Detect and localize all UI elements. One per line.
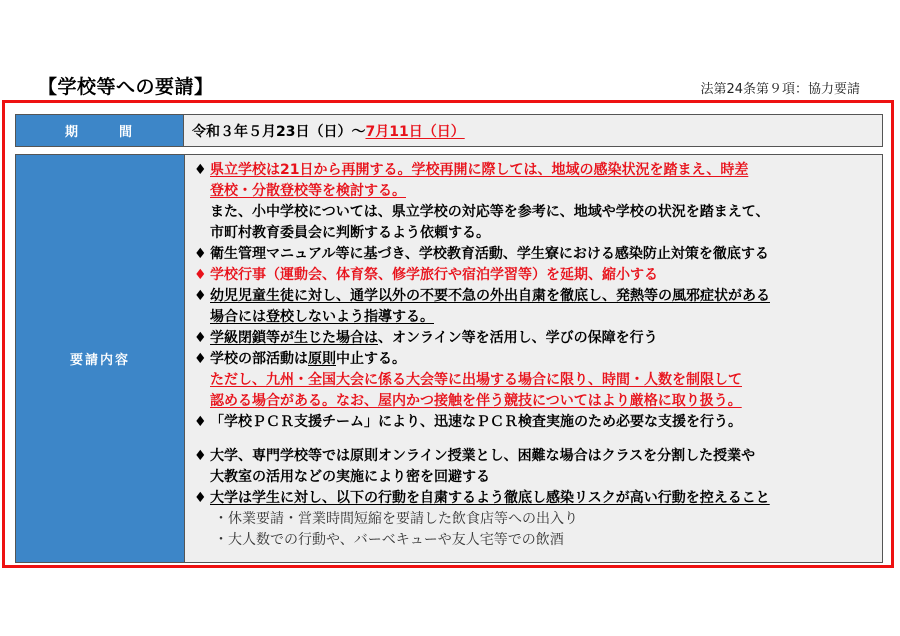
period-label: 期 間: [16, 115, 184, 146]
list-item-continuation: 登校・分散登校等を検討する。: [210, 183, 406, 199]
list-item-continuation: また、小中学校については、県立学校の対応等を参考に、地域や学校の状況を踏まえて、: [210, 204, 770, 220]
diamond-bullet-icon: ♦: [194, 288, 207, 304]
diamond-bullet-icon: ♦: [194, 246, 207, 262]
diamond-bullet-icon: ♦: [194, 351, 207, 367]
page-title: 【学校等への要請】: [38, 76, 214, 98]
diamond-bullet-icon: ♦: [194, 448, 207, 464]
list-item: ♦ 学校行事（運動会、体育祭、修学旅行や宿泊学習等）を延期、縮小する: [194, 265, 878, 286]
diamond-bullet-icon: ♦: [194, 414, 207, 430]
diamond-bullet-icon: ♦: [194, 490, 207, 506]
content-label: 要請内容: [16, 155, 185, 562]
list-item: ♦ 学級閉鎖等が生じた場合は、オンライン等を活用し、学びの保障を行う: [194, 328, 878, 349]
list-item-continuation: ただし、九州・全国大会に係る大会等に出場する場合に限り、時間・人数を制限して: [210, 372, 742, 388]
period-end: 7月11日（日）: [365, 123, 465, 140]
list-item: ♦ 「学校ＰＣＲ支援チーム」により、迅速なＰＣＲ検査実施のため必要な支援を行う。: [194, 412, 878, 433]
sub-item: ・休業要請・営業時間短縮を要請した飲食店等への出入り: [214, 511, 578, 527]
legal-basis: 法第24条第９項：協力要請: [700, 82, 860, 97]
diamond-bullet-icon: ♦: [194, 162, 207, 178]
list-item-continuation: 大教室の活用などの実施により密を回避する: [210, 469, 490, 485]
list-item-continuation: 市町村教育委員会に判断するよう依頼する。: [210, 225, 490, 241]
list-item: ♦ 県立学校は21日から再開する。学校再開に際しては、地域の感染状況を踏まえ、時差: [194, 160, 878, 181]
diamond-bullet-icon: ♦: [194, 330, 207, 346]
list-item-continuation: 認める場合がある。なお、屋内かつ接触を伴う競技についてはより厳格に取り扱う。: [210, 393, 742, 409]
list-item: ♦ 大学は学生に対し、以下の行動を自粛するよう徹底し感染リスクが高い行動を控えること: [194, 488, 878, 509]
request-frame: [2, 100, 894, 568]
period-start: 令和３年５月23日（日）～: [192, 123, 366, 140]
period-value: [192, 115, 882, 146]
list-item: ♦ 幼児児童生徒に対し、通学以外の不要不急の外出自粛を徹底し、発熱等の風邪症状がある: [194, 286, 878, 307]
period-row: [15, 114, 883, 147]
content-row: [15, 154, 883, 563]
list-item: ♦ 学校の部活動は原則中止する。: [194, 349, 878, 370]
request-items: [194, 160, 878, 551]
list-item-continuation: 場合には登校しないよう指導する。: [210, 309, 434, 325]
list-item: ♦ 衛生管理マニュアル等に基づき、学校教育活動、学生寮における感染防止対策を徹底する: [194, 244, 878, 265]
sub-item: ・大人数での行動や、バーベキューや友人宅等での飲酒: [214, 532, 564, 548]
diamond-bullet-icon: ♦: [194, 267, 207, 283]
list-item: ♦ 大学、専門学校等では原則オンライン授業とし、困難な場合はクラスを分割した授業や: [194, 446, 878, 467]
